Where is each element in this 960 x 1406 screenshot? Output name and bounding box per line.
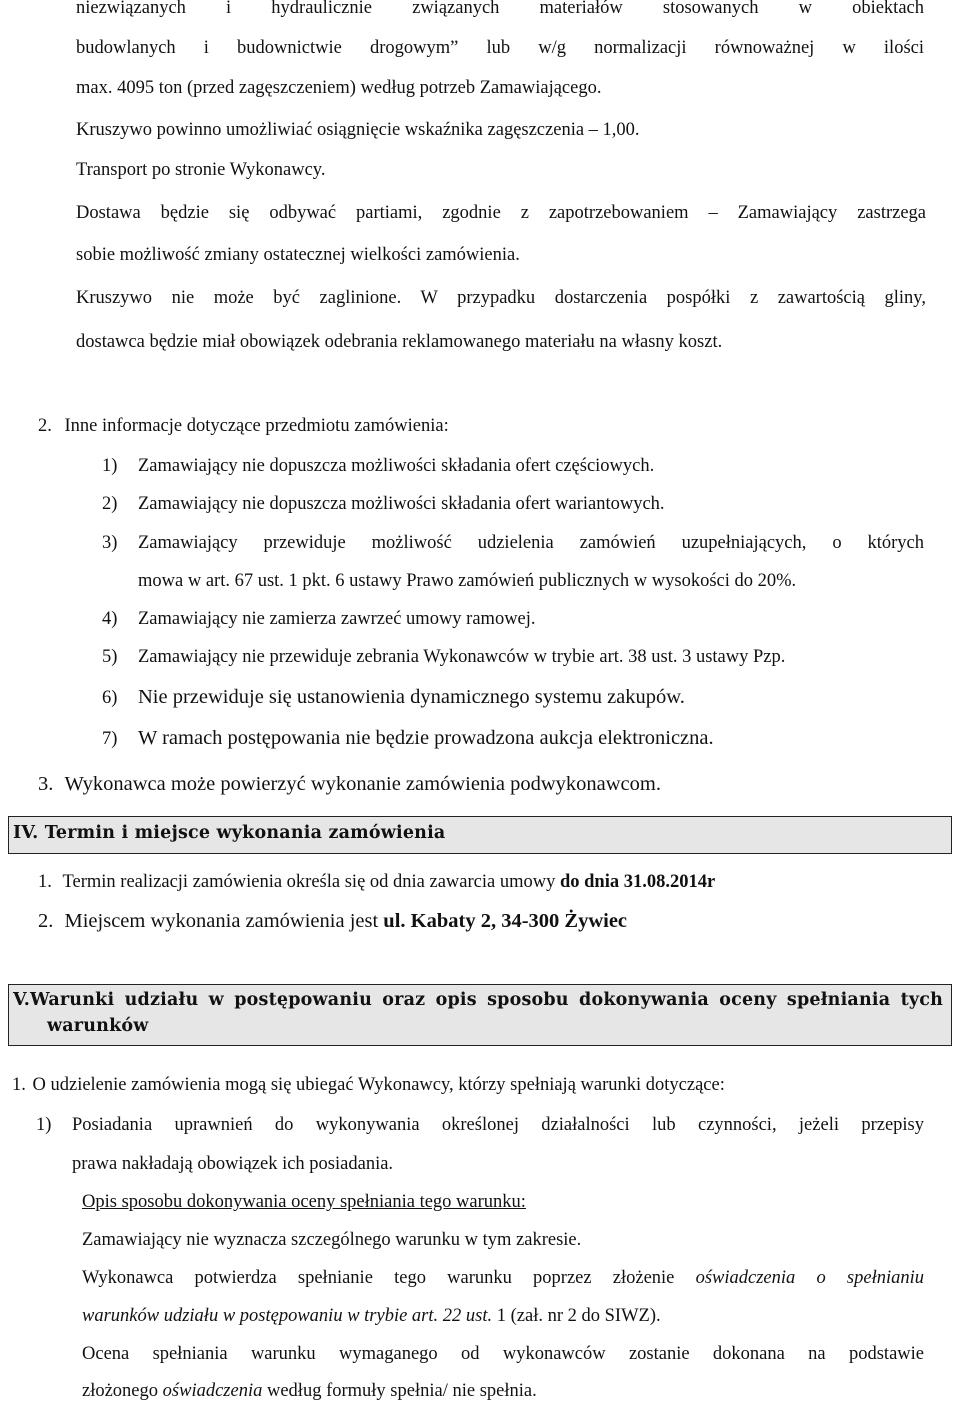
list-item <box>102 727 714 750</box>
condition-number: 1) <box>36 1115 52 1135</box>
list-item <box>102 609 536 630</box>
evaluation-text: Zamawiający nie wyznacza szczególnego warunku w tym zakresie. <box>82 1230 582 1250</box>
list-item-text-continued: mowa w art. 67 ust. 1 pkt. 6 ustawy Prawo zamówień publicznych w wysokości do 20%. <box>138 571 797 591</box>
list-item-text: Zamawiający nie dopuszcza możliwości składania ofert częściowych. <box>138 456 655 476</box>
intro-line: Dostawa będzie się odbywać partiami, zgodnie z zapotrzebowaniem – Zamawiający zastrzega <box>76 203 926 223</box>
list-item-number: 1) <box>102 456 118 476</box>
list-item-number: 3) <box>102 533 118 553</box>
condition-text-continued: prawa nakładają obowiązek ich posiadania. <box>72 1154 394 1174</box>
evaluation-text-italic: oświadczenia o spełnianiu <box>695 1268 924 1288</box>
section-v-title-line: V.Warunki udziału w postępowaniu oraz opis sposobu dokonywania oceny spełniania tych <box>13 990 943 1010</box>
evaluation-text <box>82 1268 924 1289</box>
intro-line: max. 4095 ton (przed zagęszczeniem) według potrzeb Zamawiającego. <box>76 78 602 98</box>
intro-line: dostawca będzie miał obowiązek odebrania reklamowanego materiału na własny koszt. <box>76 332 723 352</box>
section-number: 1. <box>12 1075 26 1095</box>
place-text: Miejscem wykonania zamówienia jest <box>64 910 384 932</box>
section-v-title-line: warunków <box>47 1016 149 1036</box>
term-date: do dnia 31.08.2014r <box>559 872 716 892</box>
term-text: Termin realizacji zamówienia określa się od dnia zawarcia umowy <box>62 872 560 892</box>
section-iv-heading: IV. Termin i miejsce wykonania zamówienia <box>8 816 952 854</box>
list-item-number: 5) <box>102 647 118 667</box>
section-number: 3. <box>38 773 54 795</box>
section-v-paragraph-text: O udzielenie zamówienia mogą się ubiegać Wykonawcy, którzy spełniają warunki dotyczące: <box>32 1075 725 1095</box>
evaluation-text-part: Wykonawca potwierdza spełnianie tego warunku poprzez złożenie <box>82 1268 696 1288</box>
list-item <box>102 647 785 668</box>
section-iv-term <box>38 872 715 893</box>
intro-line: budowlanych i budownictwie drogowym” lub w/g normalizacji równoważnej w ilości <box>76 38 924 58</box>
list-item-text: Zamawiający nie zamierza zawrzeć umowy ramowej. <box>138 609 536 629</box>
list-item <box>102 494 665 515</box>
evaluation-text-part: 1 (zał. nr 2 do SIWZ). <box>492 1306 661 1326</box>
list-item-text: W ramach postępowania nie będzie prowadzona aukcja elektroniczna. <box>138 727 714 749</box>
condition-item <box>36 1115 924 1136</box>
section-heading-text: Inne informacje dotyczące przedmiotu zamówienia: <box>64 416 449 436</box>
section-v-heading <box>8 984 952 1046</box>
section-number: 2. <box>38 416 52 436</box>
list-item <box>102 686 685 709</box>
list-item-number: 6) <box>102 688 118 708</box>
evaluation-text <box>82 1381 537 1402</box>
evaluation-text-part: według formuły spełnia/ nie spełnia. <box>262 1381 537 1401</box>
clay-text: Kruszywo nie może być zaglinione. <box>76 288 402 308</box>
evaluation-text <box>82 1306 661 1327</box>
evaluation-text-italic: oświadczenia <box>162 1381 263 1401</box>
other-info-heading <box>38 416 449 437</box>
intro-line <box>76 288 926 309</box>
condition-text: Posiadania uprawnień do wykonywania określonej działalności lub czynności, jeżeli przepisy <box>72 1115 924 1135</box>
place-address: ul. Kabaty 2, 34-300 Żywiec <box>383 910 628 932</box>
list-item <box>102 456 654 477</box>
subcontract-text: Wykonawca może powierzyć wykonanie zamówienia podwykonawcom. <box>64 773 661 795</box>
list-item-text: Zamawiający nie przewiduje zebrania Wykonawców w trybie art. 38 ust. 3 ustawy Pzp. <box>138 647 786 667</box>
evaluation-text-italic: warunków udziału w postępowaniu w trybie art. 22 ust. <box>82 1306 493 1326</box>
list-item-text: Nie przewiduje się ustanowienia dynamicznego systemu zakupów. <box>138 686 685 708</box>
list-item-number: 2) <box>102 494 118 514</box>
evaluation-heading: Opis sposobu dokonywania oceny spełniania tego warunku: <box>82 1192 526 1212</box>
list-item-number: 7) <box>102 729 118 749</box>
section-number: 2. <box>38 910 54 932</box>
list-item-number: 4) <box>102 609 118 629</box>
clay-text-continued: W przypadku dostarczenia pospółki z zawartością gliny, <box>401 288 926 308</box>
subcontract-paragraph <box>38 773 661 796</box>
section-v-paragraph <box>12 1075 725 1096</box>
section-iv-place <box>38 910 627 933</box>
evaluation-text-part: złożonego <box>82 1381 163 1401</box>
intro-line: sobie możliwość zmiany ostatecznej wielkości zamówienia. <box>76 245 520 265</box>
intro-line: niezwiązanych i hydraulicznie związanych materiałów stosowanych w obiektach <box>76 0 924 18</box>
list-item <box>102 533 924 554</box>
intro-line: Transport po stronie Wykonawcy. <box>76 160 326 180</box>
list-item-text: Zamawiający nie dopuszcza możliwości składania ofert wariantowych. <box>138 494 665 514</box>
section-number: 1. <box>38 872 52 892</box>
intro-line: Kruszywo powinno umożliwiać osiągnięcie wskaźnika zagęszczenia – 1,00. <box>76 120 640 140</box>
evaluation-text: Ocena spełniania warunku wymaganego od wykonawców zostanie dokonana na podstawie <box>82 1344 924 1364</box>
list-item-text: Zamawiający przewiduje możliwość udzielenia zamówień uzupełniających, o których <box>138 533 924 553</box>
